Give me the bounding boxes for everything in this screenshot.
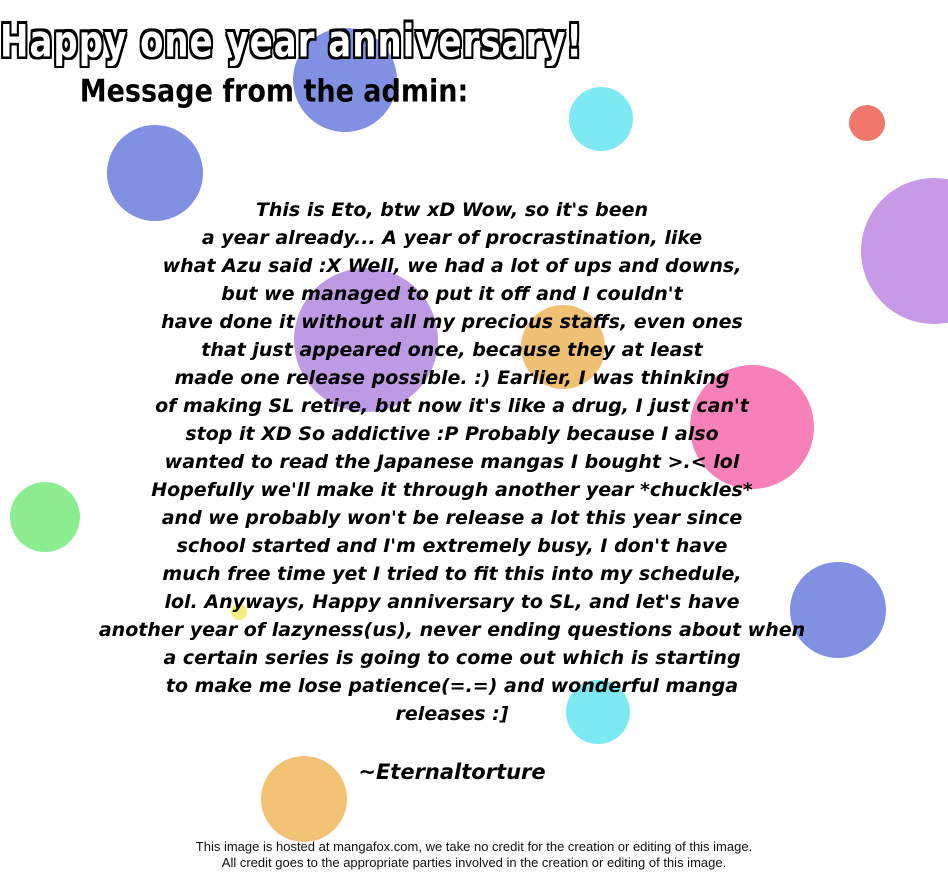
message-line: but we managed to put it off and I couldn't — [221, 283, 683, 305]
message-line: stop it XD So addictive :P Probably because I also — [185, 423, 719, 445]
message-line: This is Eto, btw xD Wow, so it's been — [255, 199, 649, 221]
message-line: another year of lazyness(us), never ending questions about when — [98, 619, 806, 641]
circle-salmon — [849, 105, 885, 141]
message-line: what Azu said :X Well, we had a lot of ups and downs, — [162, 255, 742, 277]
message-line: releases :] — [395, 703, 509, 725]
message-line: made one release possible. :) Earlier, I was thinking — [174, 367, 730, 389]
admin-message — [62, 196, 842, 786]
message-line: school started and I'm extremely busy, I don't have — [176, 535, 728, 557]
message-line: Hopefully we'll make it through another year *chuckles* — [151, 479, 753, 501]
circle-top-cyan — [569, 87, 633, 151]
page-subtitle: Message from the admin: — [79, 74, 469, 110]
hosting-disclaimer — [0, 839, 948, 871]
message-line: a certain series is going to come out which is starting — [163, 647, 741, 669]
admin-signature: ~Eternaltorture — [358, 760, 546, 784]
footer-disclaimer-line1: This image is hosted at mangafox.com, we take no credit for the creation or editing of this image. — [195, 839, 753, 854]
message-line: of making SL retire, but now it's like a drug, I just can't — [155, 395, 749, 417]
message-line: wanted to read the Japanese mangas I bought >.< lol — [164, 451, 740, 473]
page-header — [0, 16, 583, 110]
message-line: a year already... A year of procrastination, like — [201, 227, 703, 249]
circle-right-purple — [861, 178, 948, 324]
message-line: to make me lose patience(=.=) and wonderful manga — [165, 675, 739, 697]
message-line: lol. Anyways, Happy anniversary to SL, and let's have — [164, 591, 740, 613]
message-line: that just appeared once, because they at least — [201, 339, 703, 361]
message-line: much free time yet I tried to fit this into my schedule, — [162, 563, 742, 585]
page-title: Happy one year anniversary! — [0, 16, 583, 68]
footer-disclaimer-line2: All credit goes to the appropriate parties involved in the creation or editing of this image. — [221, 855, 727, 870]
message-line: have done it without all my precious staffs, even ones — [161, 311, 743, 333]
message-line: and we probably won't be release a lot this year since — [161, 507, 743, 529]
